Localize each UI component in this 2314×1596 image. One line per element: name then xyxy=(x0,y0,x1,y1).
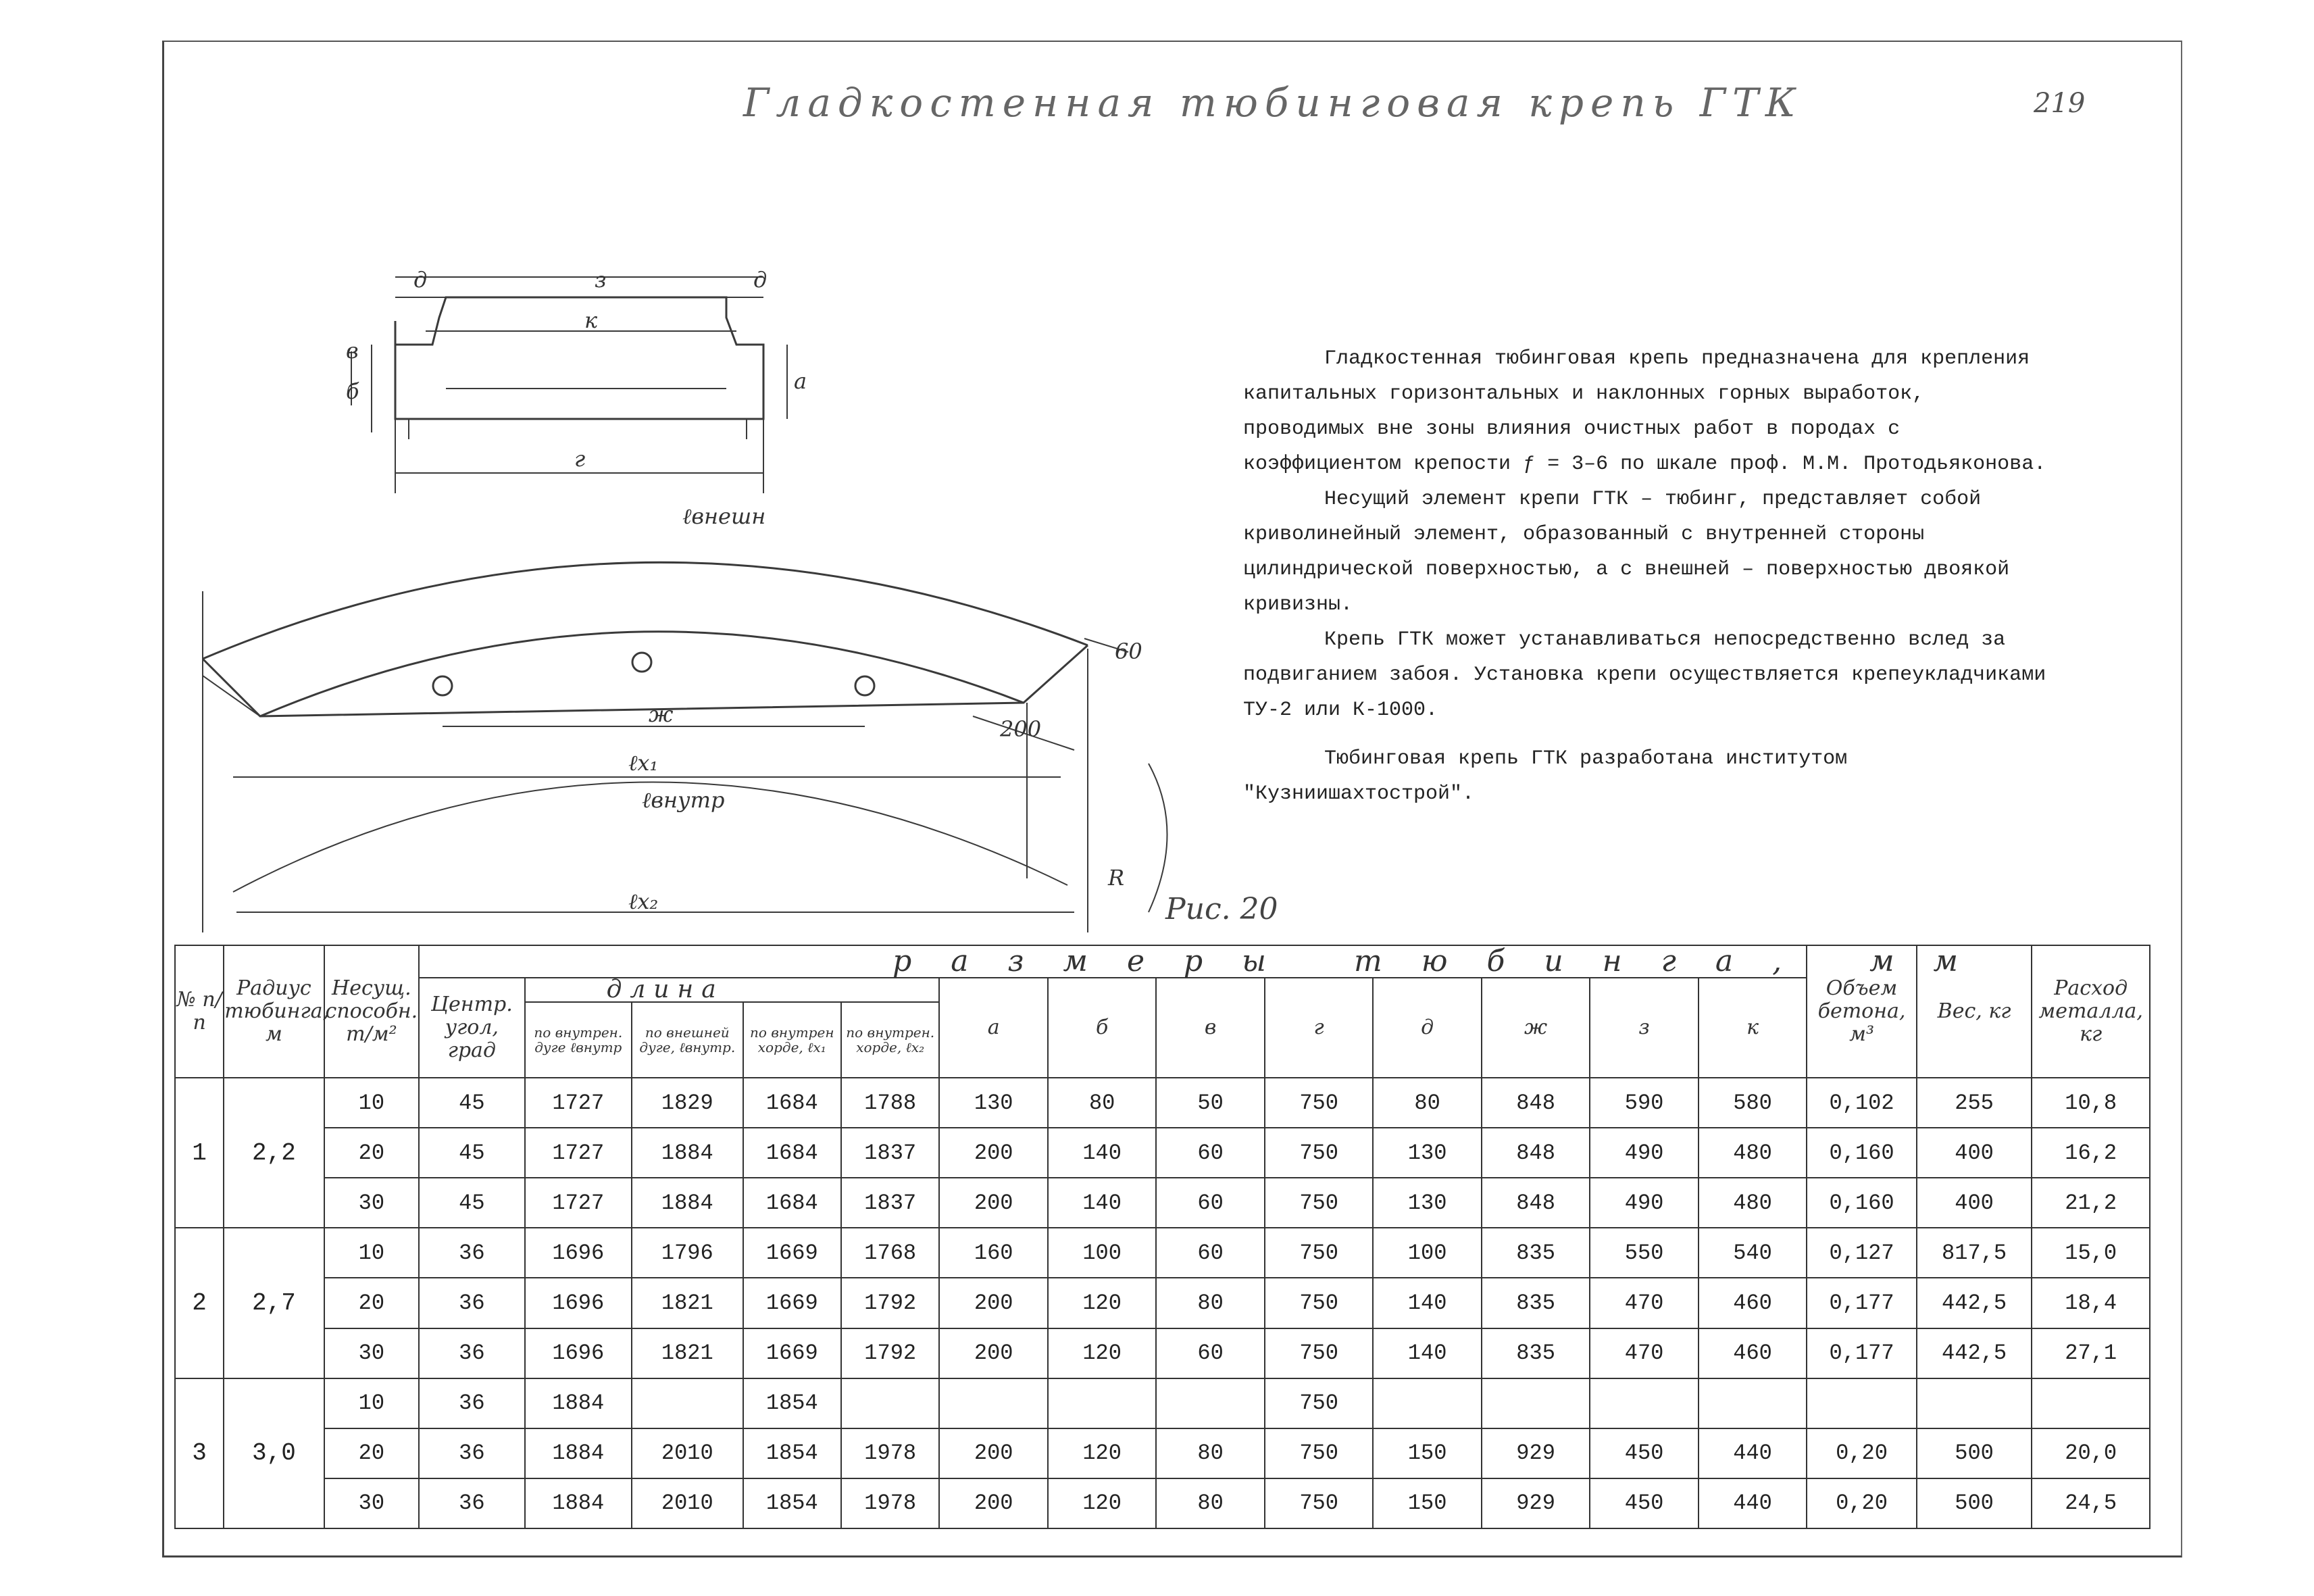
table-row xyxy=(175,1478,2150,1528)
table-cell: 470 xyxy=(1590,1278,1698,1328)
table-cell: 1768 xyxy=(841,1228,939,1278)
table-cell: 200 xyxy=(939,1478,1047,1528)
table-cell: 1821 xyxy=(632,1278,743,1328)
group-radius: 2,2 xyxy=(224,1078,324,1228)
table-cell: 1788 xyxy=(841,1078,939,1128)
table-cell: 0,20 xyxy=(1807,1428,1917,1478)
table-cell: 480 xyxy=(1699,1178,1807,1228)
label-l-inner: ℓвнутр xyxy=(642,787,725,813)
header-a: а xyxy=(939,978,1047,1078)
table-cell: 1884 xyxy=(525,1478,632,1528)
table-cell: 450 xyxy=(1590,1428,1698,1478)
table-cell: 1684 xyxy=(743,1128,841,1178)
table-cell: 20,0 xyxy=(2032,1428,2150,1478)
table-cell: 150 xyxy=(1373,1428,1481,1478)
table-cell: 24,5 xyxy=(2032,1478,2150,1528)
table-cell: 440 xyxy=(1699,1478,1807,1528)
group-number: 3 xyxy=(175,1378,224,1528)
table-cell: 1978 xyxy=(841,1428,939,1478)
segment-inner-arc xyxy=(260,632,1024,716)
table-cell: 120 xyxy=(1048,1428,1156,1478)
label-d1: д xyxy=(413,267,428,293)
table-cell: 30 xyxy=(324,1178,419,1228)
header-len-inner-chord: по внутрен хорде, ℓх₁ xyxy=(743,1002,841,1078)
table-cell: 1854 xyxy=(743,1478,841,1528)
table-cell: 1727 xyxy=(525,1078,632,1128)
table-cell xyxy=(2032,1378,2150,1428)
table-cell: 1669 xyxy=(743,1328,841,1378)
table-cell: 80 xyxy=(1048,1078,1156,1128)
table-cell: 20 xyxy=(324,1278,419,1328)
table-cell: 1696 xyxy=(525,1278,632,1328)
group-number: 1 xyxy=(175,1078,224,1228)
table-cell: 50 xyxy=(1156,1078,1264,1128)
table-cell: 929 xyxy=(1482,1428,1590,1478)
table-cell xyxy=(1373,1378,1481,1428)
table-cell: 45 xyxy=(419,1178,524,1228)
table-cell: 36 xyxy=(419,1478,524,1528)
table-cell: 1696 xyxy=(525,1228,632,1278)
table-cell: 140 xyxy=(1373,1278,1481,1328)
table-cell: 835 xyxy=(1482,1228,1590,1278)
table-cell: 1884 xyxy=(632,1128,743,1178)
header-z: з xyxy=(1590,978,1698,1078)
header-len-inner-chord2: по внутрен. хорде, ℓх₂ xyxy=(841,1002,939,1078)
table-cell: 36 xyxy=(419,1278,524,1328)
table-cell: 30 xyxy=(324,1478,419,1528)
table-cell: 1684 xyxy=(743,1178,841,1228)
header-length-group: длина xyxy=(525,978,940,1002)
table-cell: 120 xyxy=(1048,1478,1156,1528)
table-cell: 2010 xyxy=(632,1428,743,1478)
table-cell: 80 xyxy=(1156,1428,1264,1478)
header-sizes-group: размеры тюбинга, мм xyxy=(419,945,1807,978)
table-cell: 100 xyxy=(1373,1228,1481,1278)
table-cell: 1854 xyxy=(743,1378,841,1428)
table-cell: 929 xyxy=(1482,1478,1590,1528)
table-cell: 120 xyxy=(1048,1328,1156,1378)
table-cell: 10 xyxy=(324,1228,419,1278)
table-cell: 1829 xyxy=(632,1078,743,1128)
table-cell: 1884 xyxy=(525,1428,632,1478)
table-cell: 100 xyxy=(1048,1228,1156,1278)
table-cell: 21,2 xyxy=(2032,1178,2150,1228)
header-zh: ж xyxy=(1482,978,1590,1078)
header-volume: Объем бетона, м³ xyxy=(1807,945,1917,1078)
table-cell: 130 xyxy=(939,1078,1047,1128)
table-cell: 200 xyxy=(939,1278,1047,1328)
group-number: 2 xyxy=(175,1228,224,1378)
table-cell: 160 xyxy=(939,1228,1047,1278)
table-cell: 10 xyxy=(324,1378,419,1428)
table-cell: 18,4 xyxy=(2032,1278,2150,1328)
label-d2: д xyxy=(753,267,768,293)
table-cell: 1837 xyxy=(841,1178,939,1228)
description-paragraph-4: Тюбинговая крепь ГТК разработана институтом "Кузниишахтострой". xyxy=(1243,747,1848,805)
table-cell: 1792 xyxy=(841,1328,939,1378)
table-cell: 27,1 xyxy=(2032,1328,2150,1378)
header-num: № п/п xyxy=(175,945,224,1078)
table-cell: 400 xyxy=(1917,1178,2032,1228)
table-cell: 1727 xyxy=(525,1128,632,1178)
table-cell: 200 xyxy=(939,1178,1047,1228)
table-cell xyxy=(939,1378,1047,1428)
table-cell: 10 xyxy=(324,1078,419,1128)
table-cell: 16,2 xyxy=(2032,1128,2150,1178)
label-lx2: ℓх₂ xyxy=(628,889,659,914)
table-cell: 470 xyxy=(1590,1328,1698,1378)
table-row xyxy=(175,1128,2150,1178)
table-cell: 442,5 xyxy=(1917,1328,2032,1378)
table-cell: 750 xyxy=(1265,1328,1373,1378)
table-cell: 60 xyxy=(1156,1128,1264,1178)
table-cell xyxy=(1482,1378,1590,1428)
table-cell: 1684 xyxy=(743,1078,841,1128)
description-paragraph-2: Несущий элемент крепи ГТК – тюбинг, представляет собой криволинейный элемент, образованный с внутренней стороны цилиндрической поверхностью, а с внешней – поверхностью двоякой кривизны. xyxy=(1243,488,2010,616)
table-cell: 817,5 xyxy=(1917,1228,2032,1278)
table-cell: 490 xyxy=(1590,1178,1698,1228)
table-cell: 0,160 xyxy=(1807,1178,1917,1228)
header-metal: Расход металла, кг xyxy=(2032,945,2150,1078)
page-title: Гладкостенная тюбинговая крепь ГТК xyxy=(743,80,1803,126)
table-cell: 400 xyxy=(1917,1128,2032,1178)
table-cell: 500 xyxy=(1917,1478,2032,1528)
table-cell: 1854 xyxy=(743,1428,841,1478)
table-cell: 1696 xyxy=(525,1328,632,1378)
table-cell: 140 xyxy=(1048,1128,1156,1178)
page-number: 219 xyxy=(2034,88,2086,119)
header-central-angle: Центр. угол, град xyxy=(419,978,524,1078)
table-cell: 36 xyxy=(419,1228,524,1278)
table-row xyxy=(175,1278,2150,1328)
table-cell: 750 xyxy=(1265,1078,1373,1128)
table-cell xyxy=(1048,1378,1156,1428)
header-d: д xyxy=(1373,978,1481,1078)
table-row xyxy=(175,1328,2150,1378)
table-row xyxy=(175,1378,2150,1428)
label-g: г xyxy=(574,446,586,472)
table-cell: 750 xyxy=(1265,1428,1373,1478)
table-cell: 0,127 xyxy=(1807,1228,1917,1278)
table-cell: 140 xyxy=(1048,1178,1156,1228)
table-cell: 750 xyxy=(1265,1378,1373,1428)
label-z: з xyxy=(595,267,607,293)
label-l-outer: ℓвнешн xyxy=(682,503,766,529)
table-cell xyxy=(841,1378,939,1428)
table-cell: 1669 xyxy=(743,1278,841,1328)
table-cell: 1884 xyxy=(632,1178,743,1228)
segment-outer-arc xyxy=(203,562,1088,659)
table-row xyxy=(175,1178,2150,1228)
table-cell: 490 xyxy=(1590,1128,1698,1178)
table-cell: 440 xyxy=(1699,1428,1807,1478)
table-row xyxy=(175,1428,2150,1478)
table-cell: 1727 xyxy=(525,1178,632,1228)
table-cell: 1669 xyxy=(743,1228,841,1278)
table-cell xyxy=(1917,1378,2032,1428)
table-cell: 80 xyxy=(1156,1478,1264,1528)
label-dim200: 200 xyxy=(1000,716,1042,742)
table-cell: 500 xyxy=(1917,1428,2032,1478)
label-lx1: ℓх₁ xyxy=(628,750,659,776)
table-cell: 200 xyxy=(939,1428,1047,1478)
label-k: к xyxy=(584,307,598,333)
table-cell: 460 xyxy=(1699,1278,1807,1328)
table-cell xyxy=(1156,1378,1264,1428)
table-cell: 200 xyxy=(939,1328,1047,1378)
figure-caption: Рис. 20 xyxy=(1165,892,1278,926)
table-cell: 60 xyxy=(1156,1178,1264,1228)
table-row xyxy=(175,1078,2150,1128)
label-v: в xyxy=(346,338,359,364)
cross-section-outline xyxy=(395,297,763,419)
table-cell: 590 xyxy=(1590,1078,1698,1128)
table-cell: 848 xyxy=(1482,1078,1590,1128)
description-paragraph-1: Гладкостенная тюбинговая крепь предназначена для крепления капитальных горизонтальных и наклонных горных выработок, проводимых вне зоны влияния очистных работ в породах с коэффициентом крепости ƒ = 3–6 по шкале проф. М.М. Протодьяконова. xyxy=(1243,347,2046,476)
label-R: R xyxy=(1108,865,1125,891)
table-cell: 835 xyxy=(1482,1328,1590,1378)
label-a: а xyxy=(794,368,807,394)
table-cell: 2010 xyxy=(632,1478,743,1528)
table-cell: 835 xyxy=(1482,1278,1590,1328)
table-cell: 580 xyxy=(1699,1078,1807,1128)
table-cell: 60 xyxy=(1156,1328,1264,1378)
table-cell: 460 xyxy=(1699,1328,1807,1378)
table-cell: 848 xyxy=(1482,1178,1590,1228)
table-cell: 45 xyxy=(419,1128,524,1178)
table-cell: 130 xyxy=(1373,1128,1481,1178)
group-radius: 3,0 xyxy=(224,1378,324,1528)
table-cell: 1796 xyxy=(632,1228,743,1278)
description-paragraph-3: Крепь ГТК может устанавливаться непосредственно вслед за подвиганием забоя. Установка крепи осуществляется крепеукладчиками ТУ-2 или К-1000. xyxy=(1243,628,2046,722)
table-cell xyxy=(1699,1378,1807,1428)
table-cell: 540 xyxy=(1699,1228,1807,1278)
header-weight: Вес, кг xyxy=(1917,945,2032,1078)
description-text xyxy=(1243,341,2054,812)
table-cell: 150 xyxy=(1373,1478,1481,1528)
table-cell: 450 xyxy=(1590,1478,1698,1528)
table-cell: 0,20 xyxy=(1807,1478,1917,1528)
table-cell xyxy=(632,1378,743,1428)
table-cell: 10,8 xyxy=(2032,1078,2150,1128)
table-cell: 1837 xyxy=(841,1128,939,1178)
table-cell: 36 xyxy=(419,1328,524,1378)
table-cell: 750 xyxy=(1265,1128,1373,1178)
header-v: в xyxy=(1156,978,1264,1078)
table-cell: 848 xyxy=(1482,1128,1590,1178)
table-cell: 750 xyxy=(1265,1228,1373,1278)
table-cell: 750 xyxy=(1265,1178,1373,1228)
table-cell: 255 xyxy=(1917,1078,2032,1128)
table-cell: 20 xyxy=(324,1128,419,1178)
table-cell: 0,102 xyxy=(1807,1078,1917,1128)
table-cell: 1978 xyxy=(841,1478,939,1528)
table-cell: 0,177 xyxy=(1807,1278,1917,1328)
header-g: г xyxy=(1265,978,1373,1078)
table-cell: 20 xyxy=(324,1428,419,1478)
label-zh: ж xyxy=(649,701,674,727)
table-cell: 1821 xyxy=(632,1328,743,1378)
specification-table xyxy=(174,945,2150,1529)
table-cell: 36 xyxy=(419,1378,524,1428)
table-cell: 1792 xyxy=(841,1278,939,1328)
table-cell: 442,5 xyxy=(1917,1278,2032,1328)
table-cell: 60 xyxy=(1156,1228,1264,1278)
table-cell: 140 xyxy=(1373,1328,1481,1378)
table-cell: 1884 xyxy=(525,1378,632,1428)
table-cell: 120 xyxy=(1048,1278,1156,1328)
table-cell xyxy=(1807,1378,1917,1428)
header-len-outer-arc: по внешней дуге, ℓвнутр. xyxy=(632,1002,743,1078)
group-radius: 2,7 xyxy=(224,1228,324,1378)
table-cell: 480 xyxy=(1699,1128,1807,1178)
table-cell: 750 xyxy=(1265,1278,1373,1328)
header-b: б xyxy=(1048,978,1156,1078)
table-cell: 80 xyxy=(1373,1078,1481,1128)
table-cell: 550 xyxy=(1590,1228,1698,1278)
table-cell: 45 xyxy=(419,1078,524,1128)
table-cell: 750 xyxy=(1265,1478,1373,1528)
header-k: к xyxy=(1699,978,1807,1078)
header-radius: Радиус тюбинга, м xyxy=(224,945,324,1078)
table-cell: 30 xyxy=(324,1328,419,1378)
table-cell: 200 xyxy=(939,1128,1047,1178)
header-len-inner-arc: по внутрен. дуге ℓвнутр xyxy=(525,1002,632,1078)
label-dim60: 60 xyxy=(1115,639,1142,664)
table-cell: 130 xyxy=(1373,1178,1481,1228)
table-cell: 15,0 xyxy=(2032,1228,2150,1278)
table-cell: 80 xyxy=(1156,1278,1264,1328)
table-cell: 0,160 xyxy=(1807,1128,1917,1178)
table-cell: 0,177 xyxy=(1807,1328,1917,1378)
header-capacity: Несущ. способн. т/м² xyxy=(324,945,419,1078)
label-b: б xyxy=(346,378,359,404)
table-cell: 36 xyxy=(419,1428,524,1478)
table-cell xyxy=(1590,1378,1698,1428)
table-row xyxy=(175,1228,2150,1278)
